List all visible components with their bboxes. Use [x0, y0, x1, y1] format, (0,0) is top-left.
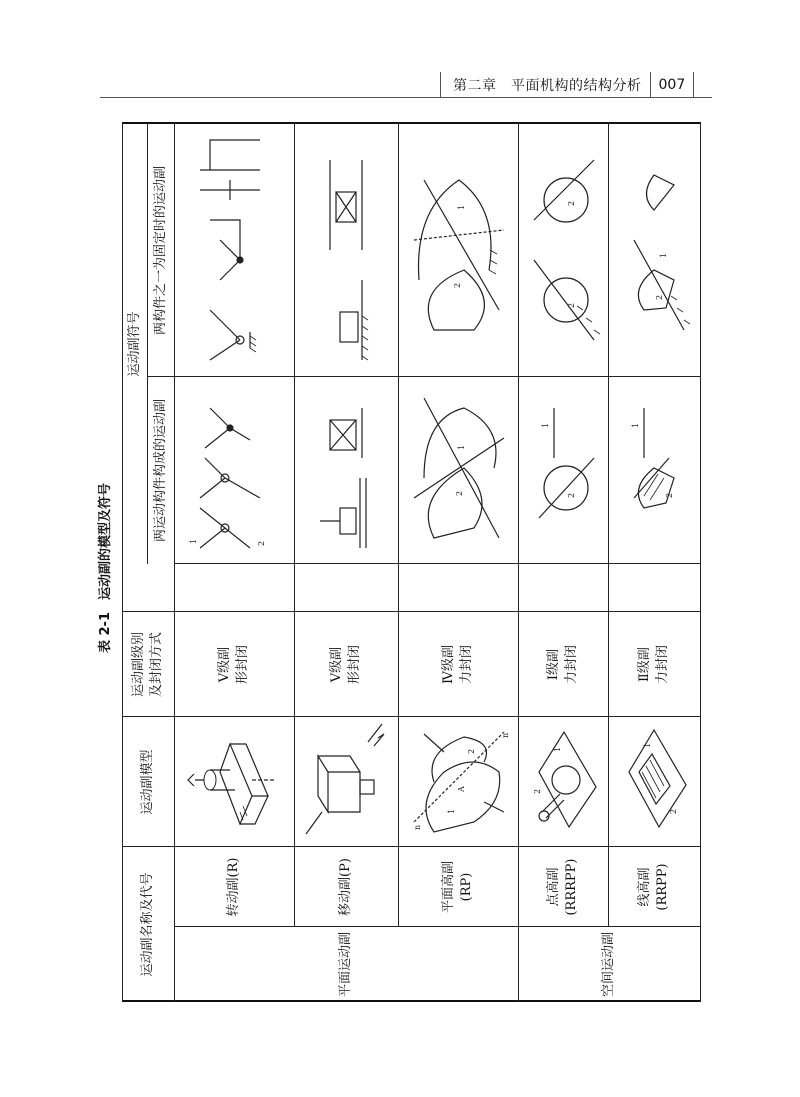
table-border-right: [122, 122, 700, 124]
symbol-line-higher-fixed: [614, 130, 694, 370]
chapter-title: 第二章 平面机构的结构分析: [453, 78, 642, 94]
row-grade-prismatic: Ⅴ级副 形封闭: [329, 645, 362, 685]
svg-text:2: 2: [533, 788, 542, 794]
group-label-spatial: 空间运动副: [601, 932, 617, 998]
model-revolute-drawing: [180, 722, 288, 842]
table-title: 运动副的模型及符号: [98, 482, 113, 600]
svg-text:n: n: [413, 824, 422, 830]
header-divider: [693, 72, 694, 98]
svg-text:1: 1: [643, 742, 652, 748]
symbol-revolute-moving: [180, 382, 288, 558]
running-header: [440, 72, 694, 98]
svg-text:2: 2: [567, 200, 576, 206]
model-planar-higher-drawing: [404, 722, 514, 842]
table-grid-line: [608, 122, 609, 927]
page-number: 007: [658, 77, 686, 93]
row-name-point-higher: 点高副 (RRRPP): [546, 858, 579, 916]
row-name-prismatic: 移动副(P): [338, 858, 354, 916]
svg-text:2: 2: [257, 540, 266, 546]
col-header-symbol: 运动副符号: [126, 311, 142, 377]
symbol-prismatic-moving: [300, 382, 392, 558]
row-grade-planar-higher: Ⅳ级副 力封闭: [441, 645, 474, 685]
col-header-model: 运动副模型: [140, 749, 156, 815]
row-name-line-higher: 线高副 (RRPP): [637, 863, 670, 911]
symbol-line-higher-moving: [614, 382, 694, 558]
svg-text:2: 2: [567, 492, 576, 498]
symbol-prismatic-fixed: [300, 130, 392, 370]
row-name-planar-higher: 平面高副 (RP): [441, 861, 474, 914]
symbol-planar-higher-fixed: [404, 130, 514, 370]
table-grid-line: [147, 376, 700, 377]
symbol-planar-higher-moving: [404, 382, 514, 558]
svg-text:1: 1: [447, 808, 456, 814]
row-name-revolute: 转动副(R): [226, 857, 242, 917]
table-grid-line: [700, 122, 701, 1002]
col-header-grade: 运动副级别及封闭方式: [131, 632, 164, 698]
table-grid-line: [294, 122, 295, 927]
row-grade-point-higher: Ⅰ级副 力封闭: [546, 645, 579, 685]
svg-text:1: 1: [189, 538, 198, 544]
table-number: 表 2-1: [98, 612, 113, 654]
table-grid-line: [398, 122, 399, 927]
svg-text:2: 2: [455, 490, 464, 496]
svg-text:1: 1: [553, 746, 562, 752]
svg-text:1: 1: [631, 422, 640, 428]
svg-text:A: A: [457, 786, 466, 792]
svg-text:2: 2: [655, 294, 664, 300]
svg-text:1: 1: [457, 444, 466, 450]
svg-text:2: 2: [467, 748, 476, 754]
svg-text:1: 1: [541, 422, 550, 428]
row-grade-revolute: Ⅴ级副 形封闭: [217, 645, 250, 685]
kinematic-pair-table: [98, 122, 700, 1002]
table-caption: [94, 122, 113, 1002]
svg-text:2: 2: [669, 808, 678, 814]
group-label-planar: 平面运动副: [338, 932, 354, 998]
symbol-point-higher-fixed: [524, 130, 604, 370]
svg-text:2: 2: [665, 492, 674, 498]
model-point-higher-drawing: [524, 722, 604, 842]
col-header-symbol-fixed: 两构件之一为固定时的运动副: [152, 166, 168, 336]
col-header-name: 运动副名称及代号: [140, 872, 156, 977]
svg-text:2: 2: [453, 282, 462, 288]
svg-text:2: 2: [567, 302, 576, 308]
symbol-revolute-fixed: [180, 130, 288, 370]
col-header-symbol-moving: 两运动构件构成的运动副: [152, 399, 168, 543]
svg-text:1: 1: [659, 252, 668, 258]
svg-text:n: n: [501, 732, 510, 738]
row-grade-line-higher: Ⅱ级副 力封闭: [637, 645, 670, 685]
model-prismatic-drawing: [298, 722, 394, 842]
model-line-higher-drawing: [614, 722, 696, 842]
symbol-point-higher-moving: [524, 382, 604, 558]
svg-text:1: 1: [457, 204, 466, 210]
table-grid-line: [174, 563, 700, 564]
